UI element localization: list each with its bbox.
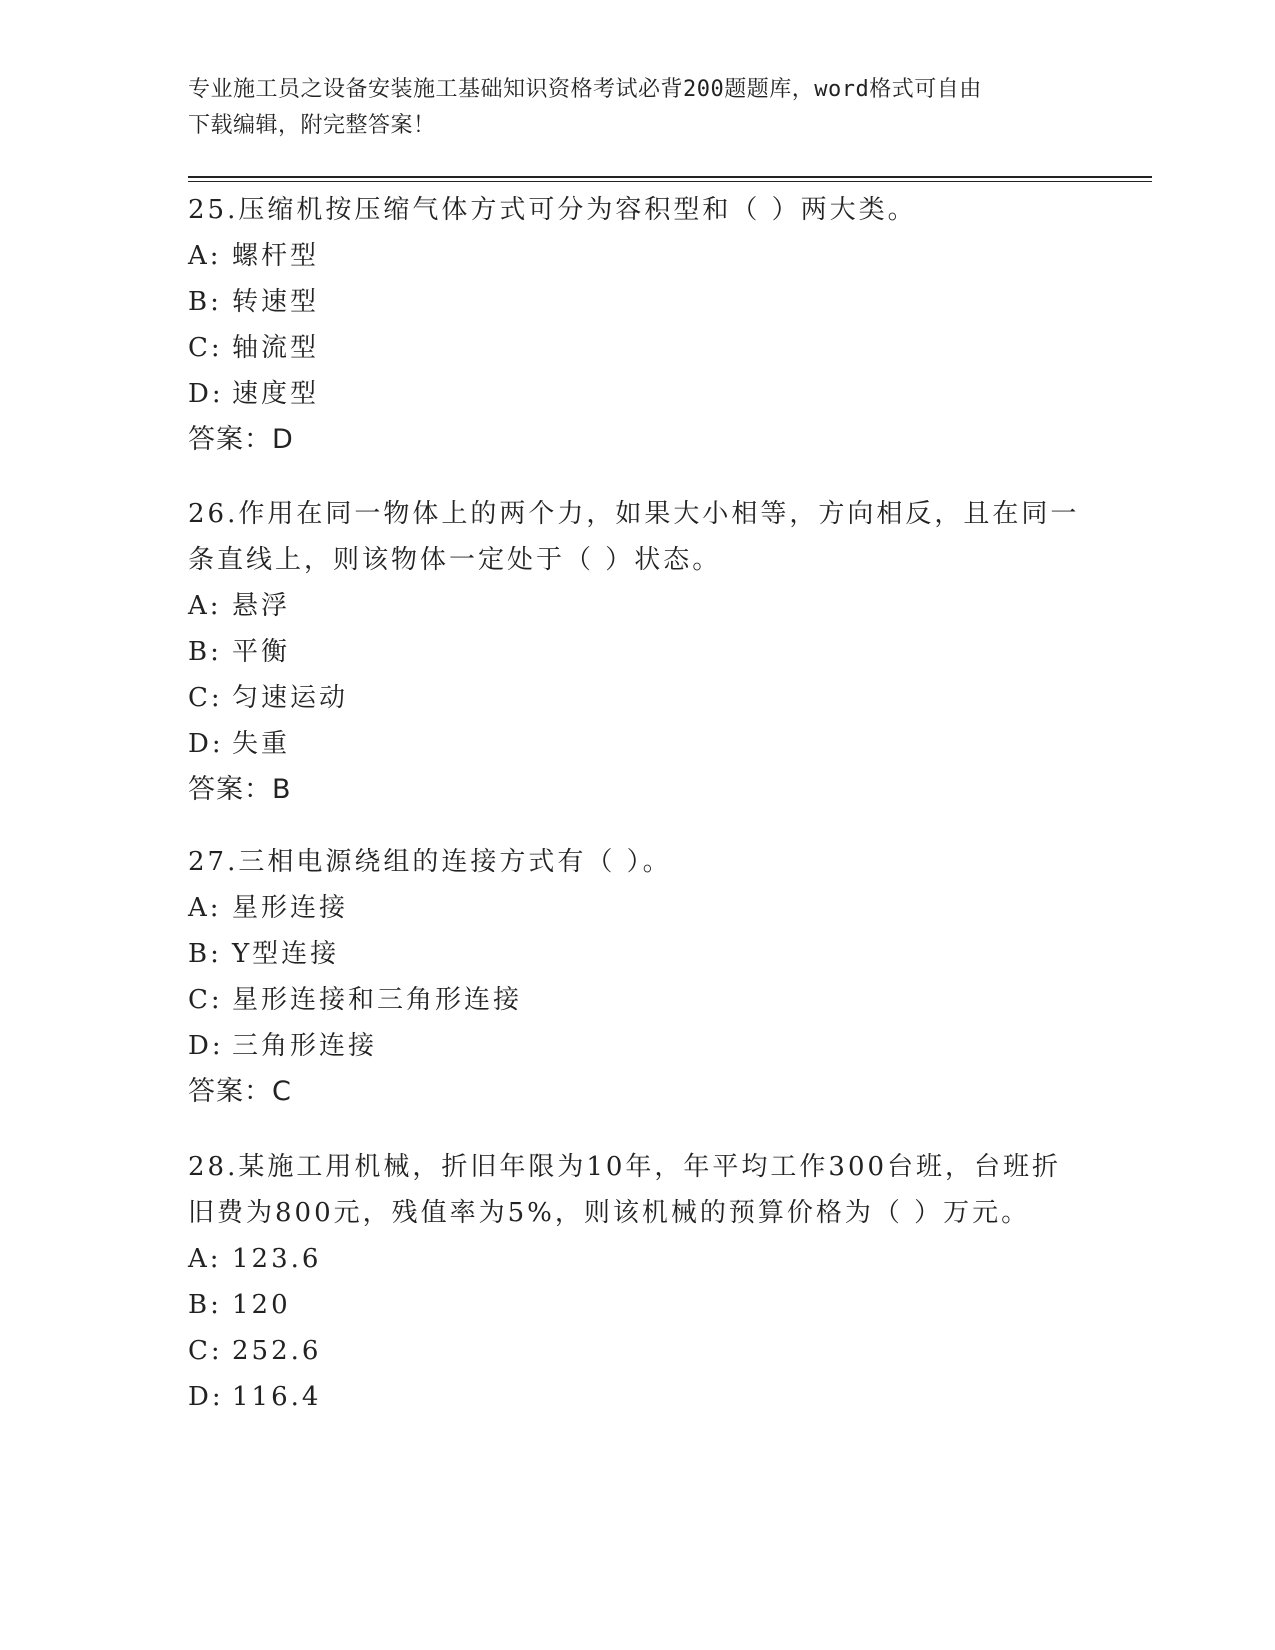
option-text: 120 [232, 1290, 291, 1320]
option-letter: A: [188, 893, 222, 923]
option-text: 悬浮 [232, 591, 291, 621]
option-letter: B: [188, 939, 222, 969]
option-d [188, 1023, 1088, 1069]
option-text: 失重 [232, 729, 291, 759]
option-letter: D: [188, 729, 224, 759]
option-letter: A: [188, 591, 222, 621]
question-stem: 25.压缩机按压缩气体方式可分为容积型和（ ）两大类。 [188, 195, 917, 225]
option-text: 螺杆型 [232, 241, 320, 271]
answer-line: 答案：C [188, 1076, 292, 1107]
option-text: 匀速运动 [232, 683, 349, 713]
option-a [188, 583, 1088, 629]
option-b [188, 279, 1088, 325]
question-27 [188, 839, 1088, 1115]
option-letter: D: [188, 1031, 224, 1061]
question-stem-line-2: 旧费为800元，残值率为5%，则该机械的预算价格为（ ）万元。 [188, 1198, 1031, 1228]
answer-line: 答案：D [188, 424, 294, 455]
option-letter: C: [188, 1336, 223, 1366]
option-a [188, 1236, 1088, 1282]
question-stem: 27.三相电源绕组的连接方式有（ ）。 [188, 847, 672, 877]
option-text: 平衡 [232, 637, 291, 667]
option-text: 123.6 [232, 1244, 322, 1274]
option-text: Y型连接 [232, 939, 340, 969]
question-stem-line-1: 26.作用在同一物体上的两个力，如果大小相等，方向相反，且在同一 [188, 499, 1080, 529]
option-letter: C: [188, 985, 223, 1015]
option-a [188, 233, 1088, 279]
option-text: 星形连接 [232, 893, 349, 923]
question-25 [188, 187, 1088, 463]
option-letter: A: [188, 1244, 222, 1274]
option-text: 星形连接和三角形连接 [232, 985, 523, 1015]
option-b [188, 1282, 1088, 1328]
header-line-1: 专业施工员之设备安装施工基础知识资格考试必背200题题库，word格式可自由 [188, 77, 982, 102]
option-letter: C: [188, 683, 223, 713]
option-d [188, 1374, 1088, 1420]
option-letter: D: [188, 1382, 224, 1412]
option-letter: C: [188, 333, 223, 363]
option-d [188, 371, 1088, 417]
option-letter: B: [188, 287, 222, 317]
question-stem-line-2: 条直线上，则该物体一定处于（ ）状态。 [188, 545, 722, 575]
option-d [188, 721, 1088, 767]
question-26 [188, 491, 1088, 813]
option-letter: A: [188, 241, 222, 271]
option-text: 252.6 [232, 1336, 322, 1366]
option-c [188, 325, 1088, 371]
option-c [188, 675, 1088, 721]
option-text: 轴流型 [232, 333, 320, 363]
answer-line: 答案：B [188, 774, 292, 805]
header-line-2: 下载编辑，附完整答案！ [188, 113, 436, 138]
header-divider-thin [188, 181, 1152, 182]
option-c [188, 1328, 1088, 1374]
option-letter: B: [188, 637, 222, 667]
option-a [188, 885, 1088, 931]
option-text: 三角形连接 [232, 1031, 378, 1061]
option-text: 转速型 [232, 287, 320, 317]
option-text: 116.4 [232, 1382, 322, 1412]
option-letter: B: [188, 1290, 222, 1320]
option-b [188, 629, 1088, 675]
header-divider-thick [188, 176, 1152, 178]
option-b [188, 931, 1088, 977]
option-letter: D: [188, 379, 224, 409]
document-header [188, 72, 1088, 144]
question-stem-line-1: 28.某施工用机械，折旧年限为10年，年平均工作300台班，台班折 [188, 1152, 1062, 1182]
option-text: 速度型 [232, 379, 320, 409]
question-28 [188, 1144, 1088, 1420]
option-c [188, 977, 1088, 1023]
